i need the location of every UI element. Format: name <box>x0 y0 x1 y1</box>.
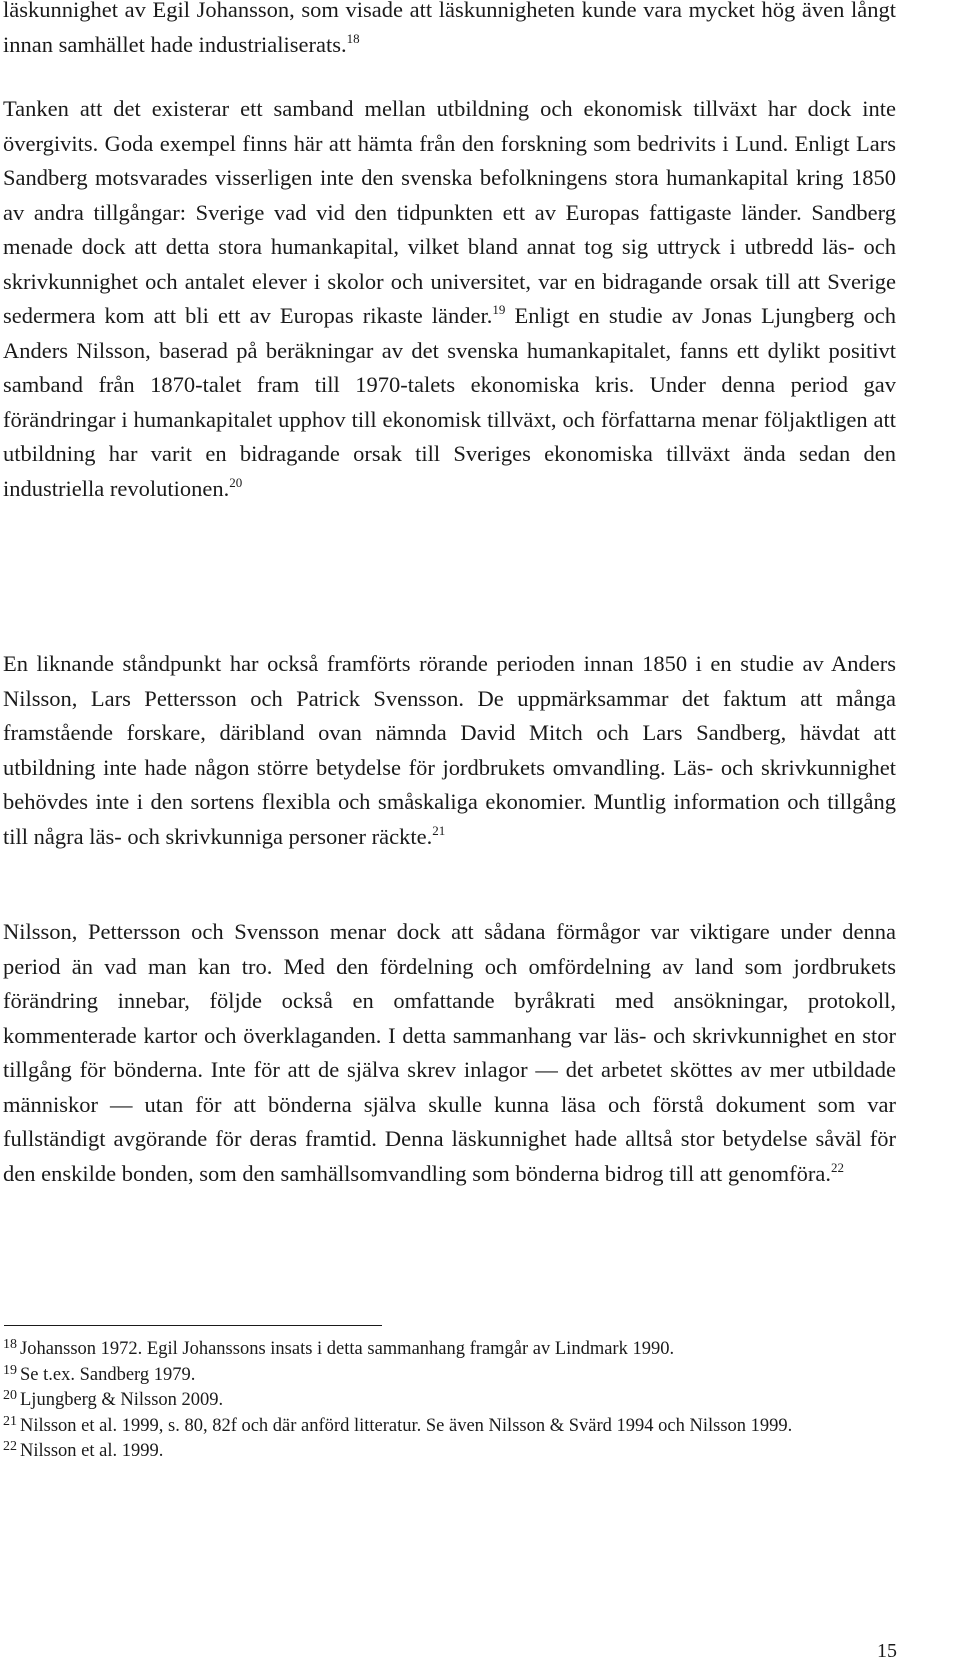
paragraph-2 <box>3 92 896 506</box>
footnote-20 <box>3 1388 896 1414</box>
footnote-21 <box>3 1414 896 1440</box>
footnote-number: 22 <box>3 1439 17 1454</box>
footnote-number: 18 <box>3 1337 17 1352</box>
footnote-separator <box>4 1325 382 1326</box>
paragraph-3-text: En liknande ståndpunkt har också framförts rörande perioden innan 1850 i en studie av Anders Nilsson, Lars Pettersson och Patrick Svensson. De uppmärksammar det faktum att många framstående forskare, däribland ovan nämnda David Mitch och Lars Sandberg, hävdat att utbildning inte hade någon större betydelse för jordbrukets omvandling. Läs- och skrivkunnighet behövdes inte i den sortens flexibla och småskaliga ekonomier. Muntlig information och tillgång till några läs- och skrivkunniga personer räckte. <box>3 651 896 849</box>
paragraph-2-text-b: Enligt en studie av Jonas Ljungberg och Anders Nilsson, baserad på beräkningar av det svenska humankapitalet, fanns ett dylikt positivt samband från 1870-talet fram till 1970-talets ekonomiska kris. Under denna period gav förändringar i humankapitalet upphov till ekonomisk tillväxt, och författarna menar följaktligen att utbildning har varit en bidragande orsak till Sveriges ekonomiska tillväxt ända sedan den industriella revolutionen. <box>3 303 896 501</box>
footnote-ref-20[interactable]: 20 <box>229 474 243 490</box>
paragraph-1 <box>3 0 896 62</box>
footnote-text: Nilsson et al. 1999, s. 80, 82f och där anförd litteratur. Se även Nilsson & Svärd 1994 och Nilsson 1999. <box>20 1415 793 1436</box>
paragraph-1-text: läskunnighet av Egil Johansson, som visade att läskunnigheten kunde vara mycket hög även långt innan samhället hade industrialiserats. <box>3 0 896 57</box>
footnote-ref-22[interactable]: 22 <box>830 1159 844 1175</box>
footnote-text: Johansson 1972. Egil Johanssons insats i detta sammanhang framgår av Lindmark 1990. <box>20 1339 675 1359</box>
paragraph-2-text-a: Tanken att det existerar ett samband mellan utbildning och ekonomisk tillväxt har dock inte övergivits. Goda exempel finns här att hämta från den forskning som bedrivits i Lund. Enligt Lars Sandberg motsvarades visserligen inte den svenska befolkningens stora humankapital kring 1850 av andra tillgångar: Sverige vad vid den tidpunkten ett av Europas fattigaste länder. Sandberg menade dock att detta stora humankapital, vilket bland annat tog sig uttryck i utbredd läs- och skrivkunnighet och antalet elever i skolor och universitet, var en bidragande orsak till att Sverige sedermera kom att bli ett av Europas rikaste länder. <box>3 96 896 328</box>
footnotes <box>3 1337 896 1465</box>
page-number: 15 <box>877 1640 897 1662</box>
footnote-text: Ljungberg & Nilsson 2009. <box>20 1390 224 1410</box>
footnote-text: Se t.ex. Sandberg 1979. <box>20 1364 196 1385</box>
footnote-number: 20 <box>3 1388 17 1403</box>
paragraph-3 <box>3 647 896 854</box>
footnote-18 <box>3 1337 896 1363</box>
paragraph-4-text: Nilsson, Pettersson och Svensson menar dock att sådana förmågor var viktigare under denna period än vad man kan tro. Med den fördelning och omfördelning av land som jordbrukets förändring innebar, följde också en omfattande byråkrati med ansökningar, protokoll, kommenterade kartor och överklaganden. I detta sammanhang var läs- och skrivkunnighet en stor tillgång för bönderna. Inte för att de själva skrev inlagor — det arbetet sköttes av mer utbildade människor — utan för att bönderna själva skulle kunna läsa och förstå dokument som var fullständigt avgörande för deras framtid. Denna läskunnighet hade alltså stor betydelse såväl för den enskilde bonden, som den samhällsomvandling som bönderna bidrog till att genomföra. <box>3 919 896 1186</box>
footnote-19 <box>3 1363 896 1389</box>
footnote-number: 21 <box>3 1413 17 1429</box>
paragraph-4 <box>3 915 896 1191</box>
footnote-22 <box>3 1439 896 1465</box>
footnote-ref-18[interactable]: 18 <box>346 30 360 46</box>
footnote-ref-21[interactable]: 21 <box>432 822 446 838</box>
footnote-number: 19 <box>3 1362 17 1378</box>
footnote-text: Nilsson et al. 1999. <box>20 1441 164 1461</box>
footnote-ref-19[interactable]: 19 <box>492 302 506 317</box>
